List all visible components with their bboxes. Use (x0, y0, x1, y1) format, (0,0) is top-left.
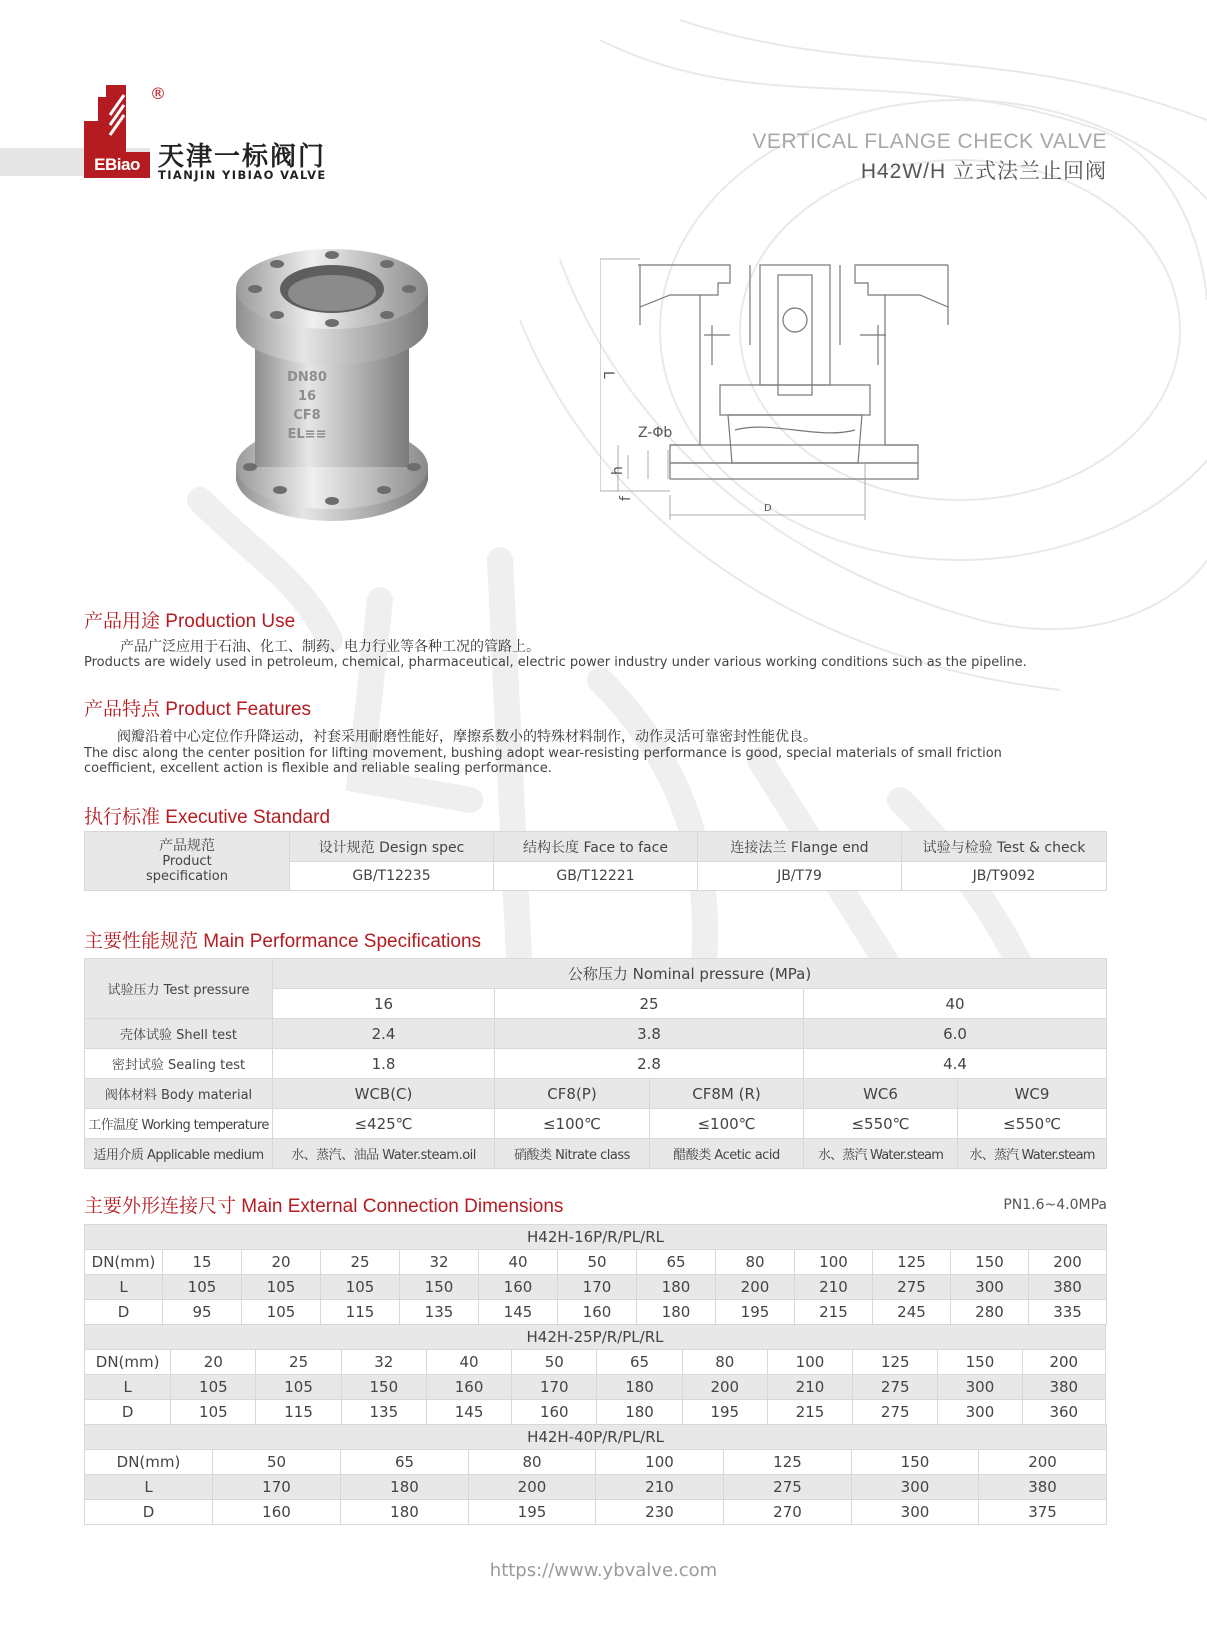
dim-dn-label: DN(mm) (85, 1350, 171, 1375)
perf-temp-label: 工作温度 Working temperature (85, 1109, 273, 1139)
dim-l: 105 (163, 1275, 242, 1300)
performance-table (84, 958, 1107, 1169)
pressure-range: PN1.6~4.0MPa (1003, 1197, 1107, 1213)
dim-dn: 20 (242, 1250, 321, 1275)
perf-temp-value: ≤425℃ (273, 1109, 495, 1139)
dim-l: 160 (479, 1275, 558, 1300)
standard-header: 设计规范 Design spec (290, 832, 494, 862)
dim-l: 170 (213, 1475, 341, 1500)
perf-body-label: 阀体材料 Body material (85, 1079, 273, 1109)
dim-label-f: f (618, 496, 634, 501)
dim-dn: 50 (512, 1350, 597, 1375)
performance-title-cn: 主要性能规范 (84, 931, 199, 952)
dim-l: 180 (637, 1275, 716, 1300)
perf-medium-value: 硝酸类 Nitrate class (495, 1139, 650, 1169)
dim-l: 170 (558, 1275, 637, 1300)
website-link[interactable]: https://www.ybvalve.com (489, 1560, 718, 1581)
dim-dn: 80 (469, 1450, 596, 1475)
perf-shell-value: 2.4 (273, 1019, 495, 1049)
dim-l: 105 (321, 1275, 400, 1300)
dim-d: 270 (724, 1500, 852, 1525)
dim-d: 115 (256, 1400, 341, 1425)
features-section-title (84, 694, 311, 721)
dim-d: 195 (716, 1300, 795, 1325)
dim-dn: 25 (256, 1350, 341, 1375)
use-title-en: Production Use (165, 611, 296, 632)
dim-label-l: L (600, 371, 616, 379)
perf-medium-value: 水、蒸汽 Water.steam (958, 1139, 1107, 1169)
dim-d-label: D (85, 1300, 163, 1325)
dim-table-40 (84, 1424, 1107, 1525)
perf-body-value: WC6 (804, 1079, 958, 1109)
perf-temp-value: ≤100℃ (495, 1109, 650, 1139)
features-text-cn: 阀瓣沿着中心定位作升降运动，衬套采用耐磨性能好，摩擦系数小的特殊材料制作，动作灵活可靠密封性能优良。 (117, 729, 817, 745)
perf-temp-value: ≤550℃ (804, 1109, 958, 1139)
dim-l: 380 (1022, 1375, 1105, 1400)
dim-dn: 150 (938, 1350, 1022, 1375)
perf-body-value: WC9 (958, 1079, 1107, 1109)
perf-body-value: WCB(C) (273, 1079, 495, 1109)
valve-photo (225, 245, 440, 540)
dim-d: 105 (242, 1300, 321, 1325)
dim-dn: 40 (479, 1250, 558, 1275)
brand-short-name: EBiao (84, 152, 150, 178)
dim-d-label: D (85, 1500, 213, 1525)
features-title-cn: 产品特点 (84, 699, 161, 720)
dim-d: 145 (426, 1400, 511, 1425)
dim-dn-label: DN(mm) (85, 1450, 213, 1475)
dim-d: 230 (596, 1500, 724, 1525)
dim-d: 195 (469, 1500, 596, 1525)
dim-d: 160 (558, 1300, 637, 1325)
perf-test-pressure-label: 试验压力 Test pressure (85, 959, 273, 1019)
standard-title-en: Executive Standard (165, 807, 331, 828)
dim-table-16 (84, 1224, 1107, 1325)
perf-seal-value: 1.8 (273, 1049, 495, 1079)
standard-value: GB/T12235 (290, 862, 494, 891)
dimensions-section-title (84, 1191, 563, 1218)
dim-dn: 125 (873, 1250, 951, 1275)
dim-dn: 65 (597, 1350, 682, 1375)
dim-d: 275 (853, 1400, 938, 1425)
standard-header: 结构长度 Face to face (494, 832, 698, 862)
dim-d: 300 (852, 1500, 979, 1525)
perf-nominal-label: 公称压力 Nominal pressure (MPa) (273, 959, 1107, 989)
perf-body-value: CF8M (R) (650, 1079, 804, 1109)
dim-d: 180 (341, 1500, 469, 1525)
dim-d: 180 (637, 1300, 716, 1325)
dim-l-label: L (85, 1375, 171, 1400)
perf-body-value: CF8(P) (495, 1079, 650, 1109)
features-text-en-2: coefficient, excellent action is flexible and reliable sealing performance. (84, 761, 552, 776)
standard-value: JB/T79 (698, 862, 902, 891)
dim-dn: 100 (767, 1350, 852, 1375)
perf-medium-value: 醋酸类 Acetic acid (650, 1139, 804, 1169)
dim-d: 160 (213, 1500, 341, 1525)
dim-model-25: H42H-25P/R/PL/RL (85, 1325, 1106, 1350)
dim-dn: 32 (341, 1350, 426, 1375)
dim-l: 105 (242, 1275, 321, 1300)
dim-table-25 (84, 1324, 1106, 1425)
perf-pressure: 16 (273, 989, 495, 1019)
dim-d: 135 (341, 1400, 426, 1425)
dim-dn: 25 (321, 1250, 400, 1275)
dim-l: 380 (979, 1475, 1107, 1500)
dim-d: 105 (171, 1400, 256, 1425)
casting-text-material: CF8 (293, 408, 321, 423)
dim-l: 180 (341, 1475, 469, 1500)
dim-d: 95 (163, 1300, 242, 1325)
dim-model-40: H42H-40P/R/PL/RL (85, 1425, 1107, 1450)
dim-l: 380 (1029, 1275, 1107, 1300)
perf-shell-label: 壳体试验 Shell test (85, 1019, 273, 1049)
dim-l: 150 (341, 1375, 426, 1400)
standard-spec-en-1: Product (162, 853, 212, 869)
standard-spec-label (85, 832, 290, 891)
dim-l: 275 (724, 1475, 852, 1500)
use-text-cn: 产品广泛应用于石油、化工、制药、电力行业等各种工况的管路上。 (120, 639, 540, 655)
perf-seal-label: 密封试验 Sealing test (85, 1049, 273, 1079)
use-text-en: Products are widely used in petroleum, chemical, pharmaceutical, electric power industry under various working conditions such as the pipeline. (84, 655, 1027, 670)
dim-l-label: L (85, 1275, 163, 1300)
dim-label-d: D (764, 503, 772, 514)
dim-d: 335 (1029, 1300, 1107, 1325)
dim-dn: 100 (795, 1250, 873, 1275)
product-title-cn: H42W/H 立式法兰止回阀 (860, 160, 1107, 183)
dim-dn: 100 (596, 1450, 724, 1475)
dim-dn: 150 (852, 1450, 979, 1475)
dim-d: 135 (400, 1300, 479, 1325)
standard-table (84, 831, 1107, 891)
perf-medium-value: 水、蒸汽、油品 Water.steam.oil (273, 1139, 495, 1169)
technical-drawing (600, 255, 960, 550)
casting-text-pn: 16 (297, 389, 317, 404)
standard-section-title (84, 802, 330, 829)
dim-l: 150 (400, 1275, 479, 1300)
perf-pressure: 25 (495, 989, 804, 1019)
dim-d: 180 (597, 1400, 682, 1425)
dim-dn: 20 (171, 1350, 256, 1375)
dimensions-title-cn: 主要外形连接尺寸 (84, 1196, 237, 1217)
brand-name-en: TIANJIN YIBIAO VALVE (158, 168, 327, 182)
dim-dn: 15 (163, 1250, 242, 1275)
dim-l: 300 (852, 1475, 979, 1500)
dim-dn-label: DN(mm) (85, 1250, 163, 1275)
dim-d: 145 (479, 1300, 558, 1325)
dimensions-title-en: Main External Connection Dimensions (241, 1196, 564, 1217)
dim-d: 280 (951, 1300, 1029, 1325)
dim-dn: 40 (426, 1350, 511, 1375)
dim-label-h: h (610, 466, 626, 475)
dim-d-label: D (85, 1400, 171, 1425)
dim-l: 210 (767, 1375, 852, 1400)
dim-l: 105 (171, 1375, 256, 1400)
dim-dn: 200 (1029, 1250, 1107, 1275)
dim-dn: 50 (213, 1450, 341, 1475)
casting-text-mark: EL≡≡ (287, 427, 327, 442)
perf-temp-value: ≤550℃ (958, 1109, 1107, 1139)
perf-pressure: 40 (804, 989, 1107, 1019)
dim-dn: 150 (951, 1250, 1029, 1275)
dim-d: 215 (795, 1300, 873, 1325)
standard-spec-en-2: specification (146, 868, 228, 884)
use-section-title (84, 606, 295, 633)
dim-dn: 125 (724, 1450, 852, 1475)
dim-l: 275 (873, 1275, 951, 1300)
dim-label-zphi: Z-Φb (638, 425, 673, 441)
features-text-en-1: The disc along the center position for lifting movement, bushing adopt wear-resisting performance is good, special materials of small friction (84, 746, 1002, 761)
dim-l: 200 (469, 1475, 596, 1500)
standard-title-cn: 执行标准 (84, 807, 161, 828)
perf-seal-value: 2.8 (495, 1049, 804, 1079)
use-title-cn: 产品用途 (84, 611, 161, 632)
brand-name-cn: 天津一标阀门 (158, 142, 327, 172)
dim-l: 170 (512, 1375, 597, 1400)
dim-dn: 65 (341, 1450, 469, 1475)
standard-value: GB/T12221 (494, 862, 698, 891)
dim-dn: 200 (1022, 1350, 1105, 1375)
dim-l: 105 (256, 1375, 341, 1400)
registered-mark: ® (150, 84, 166, 103)
dim-l: 300 (938, 1375, 1022, 1400)
dim-l: 160 (426, 1375, 511, 1400)
performance-title-en: Main Performance Specifications (203, 931, 482, 952)
dim-l: 210 (596, 1475, 724, 1500)
dim-dn: 80 (716, 1250, 795, 1275)
dim-d: 360 (1022, 1400, 1105, 1425)
standard-header: 连接法兰 Flange end (698, 832, 902, 862)
perf-shell-value: 3.8 (495, 1019, 804, 1049)
dim-l: 200 (716, 1275, 795, 1300)
perf-medium-label: 适用介质 Applicable medium (85, 1139, 273, 1169)
dim-d: 160 (512, 1400, 597, 1425)
dim-d: 115 (321, 1300, 400, 1325)
dim-d: 375 (979, 1500, 1107, 1525)
perf-temp-value: ≤100℃ (650, 1109, 804, 1139)
dim-l-label: L (85, 1475, 213, 1500)
dim-dn: 65 (637, 1250, 716, 1275)
perf-seal-value: 4.4 (804, 1049, 1107, 1079)
dim-model-16: H42H-16P/R/PL/RL (85, 1225, 1107, 1250)
dim-d: 195 (682, 1400, 767, 1425)
standard-header: 试验与检验 Test & check (902, 832, 1107, 862)
perf-medium-value: 水、蒸汽 Water.steam (804, 1139, 958, 1169)
dim-l: 210 (795, 1275, 873, 1300)
dim-d: 245 (873, 1300, 951, 1325)
dim-dn: 50 (558, 1250, 637, 1275)
dim-d: 215 (767, 1400, 852, 1425)
dim-l: 180 (597, 1375, 682, 1400)
performance-section-title (84, 926, 481, 953)
dim-dn: 125 (853, 1350, 938, 1375)
standard-spec-cn: 产品规范 (159, 837, 215, 854)
dim-d: 300 (938, 1400, 1022, 1425)
dim-l: 200 (682, 1375, 767, 1400)
dim-l: 300 (951, 1275, 1029, 1300)
dim-l: 275 (853, 1375, 938, 1400)
dim-dn: 32 (400, 1250, 479, 1275)
dim-dn: 200 (979, 1450, 1107, 1475)
standard-value: JB/T9092 (902, 862, 1107, 891)
casting-text-dn: DN80 (287, 370, 327, 385)
perf-shell-value: 6.0 (804, 1019, 1107, 1049)
features-title-en: Product Features (165, 699, 312, 720)
product-title-en: VERTICAL FLANGE CHECK VALVE (752, 130, 1107, 153)
dim-dn: 80 (682, 1350, 767, 1375)
